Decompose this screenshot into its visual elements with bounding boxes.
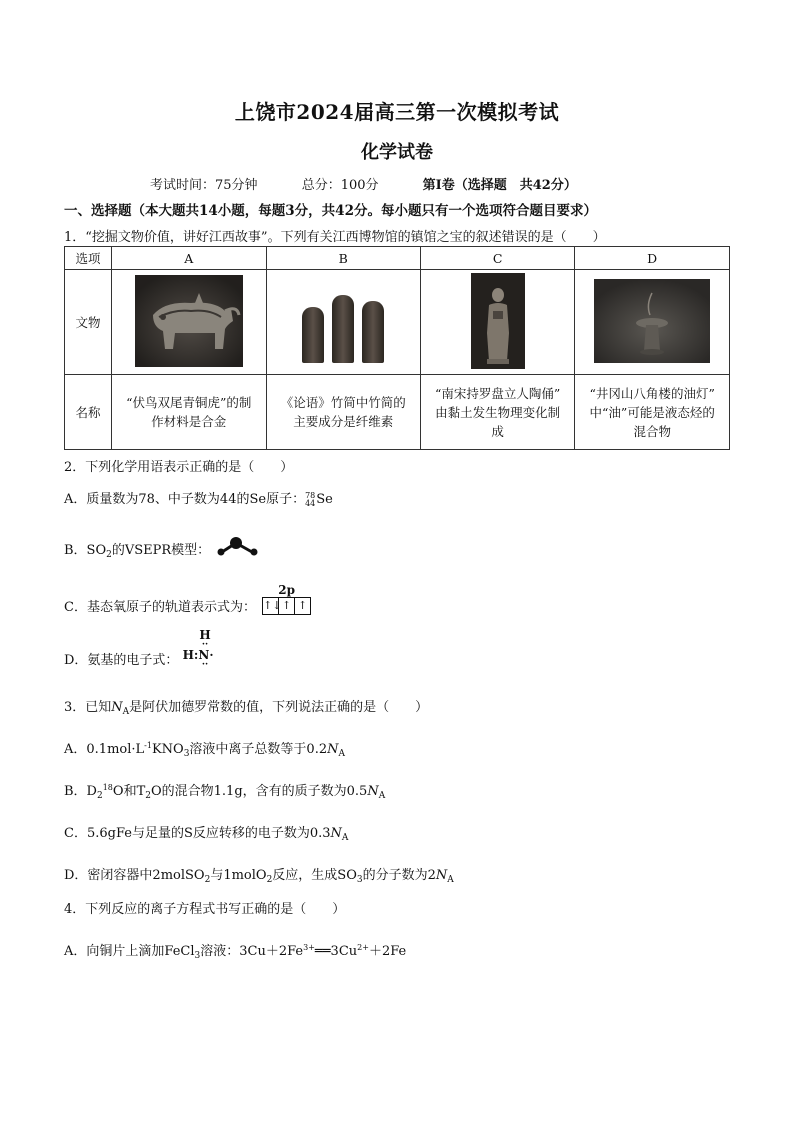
oil-lamp-image: [594, 279, 710, 363]
avogadro-symbol: N: [327, 742, 339, 757]
subscript: A: [341, 833, 349, 843]
option-b-header: B: [266, 247, 420, 270]
avogadro-symbol: N: [435, 868, 448, 883]
text: O的混合物1.1g，含有的质子数为0.5: [150, 784, 368, 799]
subscript: 2: [96, 791, 103, 801]
option-a-name: [112, 375, 267, 450]
q3-stem: [64, 696, 428, 717]
q2-option-b: [64, 536, 260, 560]
option-a-name-line: “伏鸟双尾青铜虎”的制: [126, 395, 252, 410]
subscript: A: [122, 707, 130, 717]
option-d-name-line: “井冈山八角楼的油灯”: [589, 385, 715, 401]
text: 的分子数为2: [362, 868, 436, 883]
superscript: 3+: [303, 943, 315, 952]
electron-formula-center: N: [198, 648, 210, 662]
text: KNO: [151, 742, 184, 757]
electron-formula-row: [183, 648, 214, 662]
exam-title: 上饶市2024届高三第一次模拟考试: [234, 100, 560, 124]
subscript: 3: [356, 875, 363, 885]
electron-formula-left: H:: [182, 648, 199, 662]
electron-formula-top: H: [199, 628, 211, 642]
text: O和T: [112, 784, 146, 799]
orbital-diagram: [262, 583, 311, 615]
row-label-name: 名称: [65, 375, 112, 450]
text: 溶液：3Cu＋2Fe: [200, 944, 304, 959]
orbital-label: 2p: [278, 583, 295, 597]
avogadro-symbol: N: [367, 784, 379, 799]
text: D．密闭容器中2molSO: [64, 868, 205, 883]
q4-option-a: [64, 940, 406, 961]
option-d-name-line: 中“油”可能是液态烃的: [589, 404, 715, 420]
superscript: 2+: [357, 943, 369, 952]
option-d-name-line: 混合物: [633, 423, 671, 439]
option-b-name: [266, 375, 420, 450]
text: 与1molO: [210, 868, 267, 883]
option-c-name-line: “南宋持罗盘立人陶俑”: [434, 385, 561, 401]
exam-time: 考试时间：75分钟: [150, 178, 258, 193]
nuclide-numbers: [305, 492, 315, 508]
subscript: 3: [194, 951, 201, 961]
exam-volume: 第Ⅰ卷（选择题 共42分）: [422, 178, 577, 193]
q3-option-d: [64, 864, 454, 885]
superscript: -1: [144, 741, 152, 750]
electron-dots: ··: [201, 660, 209, 670]
q1-stem: 1．“挖掘文物价值，讲好江西故事”。下列有关江西博物馆的镇馆之宝的叙述错误的是（ ）: [64, 230, 606, 245]
subscript: A: [447, 875, 454, 885]
section-heading: 一、选择题（本大题共14小题，每题3分，共42分。每小题只有一个选项符合题目要求）: [64, 203, 597, 219]
q2-option-b-rest: 的VSEPR模型：: [111, 543, 211, 558]
text: A．向铜片上滴加FeCl: [64, 944, 195, 959]
q3-option-b: [64, 780, 385, 801]
bamboo-slip: [362, 301, 384, 363]
orbital-box: ↑↓: [263, 599, 282, 612]
electron-formula: [183, 628, 214, 668]
option-c-name: [420, 375, 575, 450]
exam-subtitle: 化学试卷: [361, 142, 433, 163]
text: B．D: [64, 784, 97, 799]
q2-option-a: [64, 488, 333, 508]
avogadro-symbol: N: [330, 826, 342, 841]
option-c-name-line: 由黏土发生物理变化制: [435, 404, 561, 420]
option-c-header: C: [420, 247, 575, 270]
relic-table: [64, 246, 730, 450]
text: 反应，生成SO: [272, 868, 357, 883]
bamboo-slips-image: [298, 279, 388, 363]
q2-option-b-text: B．SO: [64, 543, 107, 558]
exam-score: 总分：100分: [301, 178, 379, 193]
q2-option-c-text: C．基态氧原子的轨道表示式为：: [64, 600, 256, 615]
orbital-box: ↑: [279, 598, 295, 614]
q3-stem-pre: 3．已知: [64, 700, 112, 715]
superscript: 18: [102, 783, 113, 792]
bamboo-slip: [302, 307, 324, 363]
exam-meta: [150, 174, 577, 193]
option-d-header: D: [575, 247, 730, 270]
subscript: 2: [266, 875, 273, 885]
pottery-figure-image: [471, 273, 525, 369]
option-a-name-line: 作材料是合金: [151, 414, 227, 429]
subscript: A: [378, 791, 386, 801]
bronze-tiger-image: [135, 275, 243, 367]
orbital-boxes: [262, 597, 311, 615]
q2-option-a-text: A．质量数为78、中子数为44的Se原子：: [64, 492, 306, 507]
relic-a-cell: [112, 270, 267, 375]
subscript: 2: [106, 550, 112, 560]
text: 溶液中离子总数等于0.2: [189, 742, 328, 757]
row-label-relic: 文物: [65, 270, 112, 375]
option-b-name-line: 主要成分是纤维素: [293, 414, 394, 429]
q2-stem: 2．下列化学用语表示正确的是（ ）: [64, 460, 294, 475]
q3-stem-post: 是阿伏加德罗常数的值，下列说法正确的是（ ）: [129, 700, 429, 715]
avogadro-symbol: N: [111, 700, 123, 715]
option-b-name-line: 《论语》竹简中竹简的: [280, 395, 406, 410]
nuclide-symbol: Se: [316, 492, 333, 507]
electron-dots: ··: [201, 640, 209, 650]
atomic-number: 44: [305, 498, 316, 508]
text: A．0.1mol·L: [64, 742, 145, 757]
q4-stem: 4．下列反应的离子方程式书写正确的是（ ）: [64, 902, 346, 917]
relic-c-cell: [420, 270, 575, 375]
text: ══3Cu: [314, 944, 358, 959]
q2-option-d: [64, 628, 214, 668]
text: ＋2Fe: [368, 944, 407, 959]
electron-formula-right: ·: [209, 648, 214, 662]
mass-number: 78: [305, 490, 316, 500]
orbital-box: ↑: [297, 599, 308, 612]
text: C．5.6gFe与足量的S反应转移的电子数为0.3: [64, 826, 331, 841]
option-c-name-line: 成: [491, 423, 504, 439]
relic-d-cell: [575, 270, 730, 375]
q3-option-a: [64, 738, 345, 759]
option-d-name: [575, 375, 730, 450]
subscript: 3: [183, 749, 190, 759]
q2-option-d-text: D．氨基的电子式：: [64, 653, 179, 668]
relic-b-cell: [266, 270, 420, 375]
vsepr-model-icon: [216, 536, 260, 558]
bamboo-slip: [332, 295, 354, 363]
q3-option-c: [64, 822, 348, 843]
subscript: 2: [204, 875, 211, 885]
subscript: 2: [145, 791, 151, 801]
row-label-option: 选项: [65, 247, 112, 270]
q2-option-c: [64, 570, 311, 615]
subscript: A: [338, 749, 345, 759]
option-a-header: A: [112, 247, 267, 270]
